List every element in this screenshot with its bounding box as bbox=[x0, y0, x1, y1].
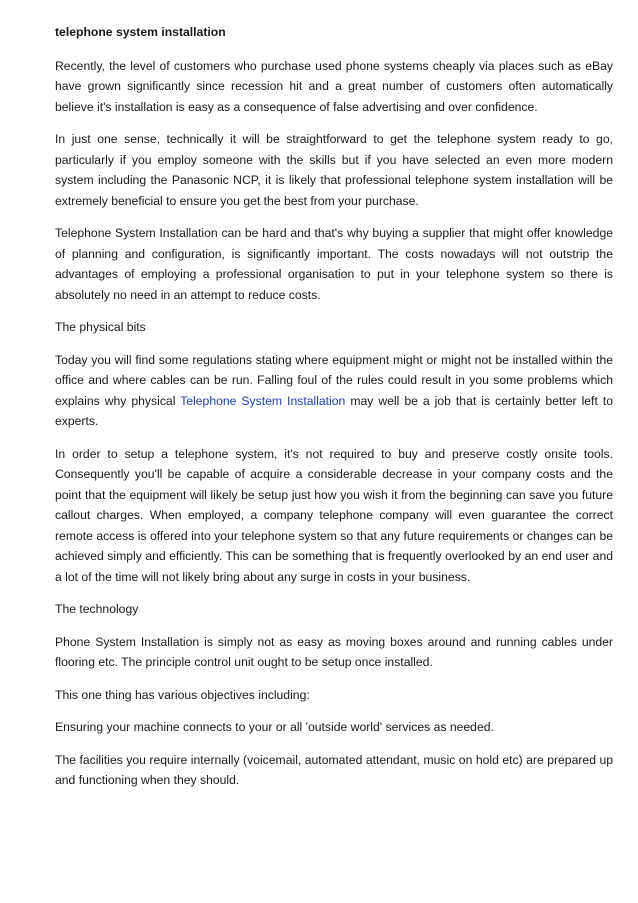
telephone-system-installation-link[interactable]: Telephone System Installation bbox=[180, 393, 346, 408]
paragraph bbox=[55, 350, 613, 432]
section-heading-physical: The physical bits bbox=[55, 320, 146, 334]
paragraph-text: Today you will find some regulations stating where equipment might or might not be installed within the office and where cables can be run. Falling foul of the rules could result in you some problems which explains why physical bbox=[55, 352, 613, 408]
paragraph: In just one sense, technically it will be straightforward to get the telephone system ready to go, particularly if you employ someone with the skills but if you have selected an even more modern system including the Panasonic NCP, it is likely that professional telephone system installation will be extremely beneficial to ensure you get the best from your purchase. bbox=[55, 132, 613, 208]
document-page bbox=[55, 22, 613, 803]
paragraph: Telephone System Installation can be hard and that's why buying a supplier that might offer knowledge of planning and configuration, is significantly important. The costs nowadays will not outstrip the advantages of employing a professional organisation to put in your telephone system so there is absolutely no need in an attempt to reduce costs. bbox=[55, 226, 613, 302]
paragraph: The facilities you require internally (voicemail, automated attendant, music on hold etc) are prepared up and functioning when they should. bbox=[55, 752, 613, 787]
paragraph: This one thing has various objectives including: bbox=[55, 687, 310, 702]
document-title: telephone system installation bbox=[55, 25, 226, 39]
section-heading-technology: The technology bbox=[55, 602, 139, 616]
paragraph: Recently, the level of customers who purchase used phone systems cheaply via places such as eBay have grown significantly since recession hit and a great number of customers often automatically believe it's installation is easy as a consequence of false advertising and over confidence. bbox=[55, 58, 613, 114]
paragraph: In order to setup a telephone system, it's not required to buy and preserve costly onsite tools. Consequently you'll be capable of acquire a considerable decrease in your company costs and the point that the equipment will likely be setup just how you wish it from the beginning can save you future callout charges. When employed, a company telephone company will even guarantee the correct remote access is offered into your telephone system so that any future requirements or changes can be achieved simply and efficiently. This can be something that is frequently overlooked by an end user and a lot of the time will not likely bring about any surge in costs in your business. bbox=[55, 446, 613, 584]
paragraph: Phone System Installation is simply not as easy as moving boxes around and running cables under flooring etc. The principle control unit ought to be setup once installed. bbox=[55, 634, 613, 669]
paragraph-text: may well be a job that is certainly better left to experts. bbox=[55, 393, 613, 428]
paragraph: Ensuring your machine connects to your or all 'outside world' services as needed. bbox=[55, 720, 494, 734]
